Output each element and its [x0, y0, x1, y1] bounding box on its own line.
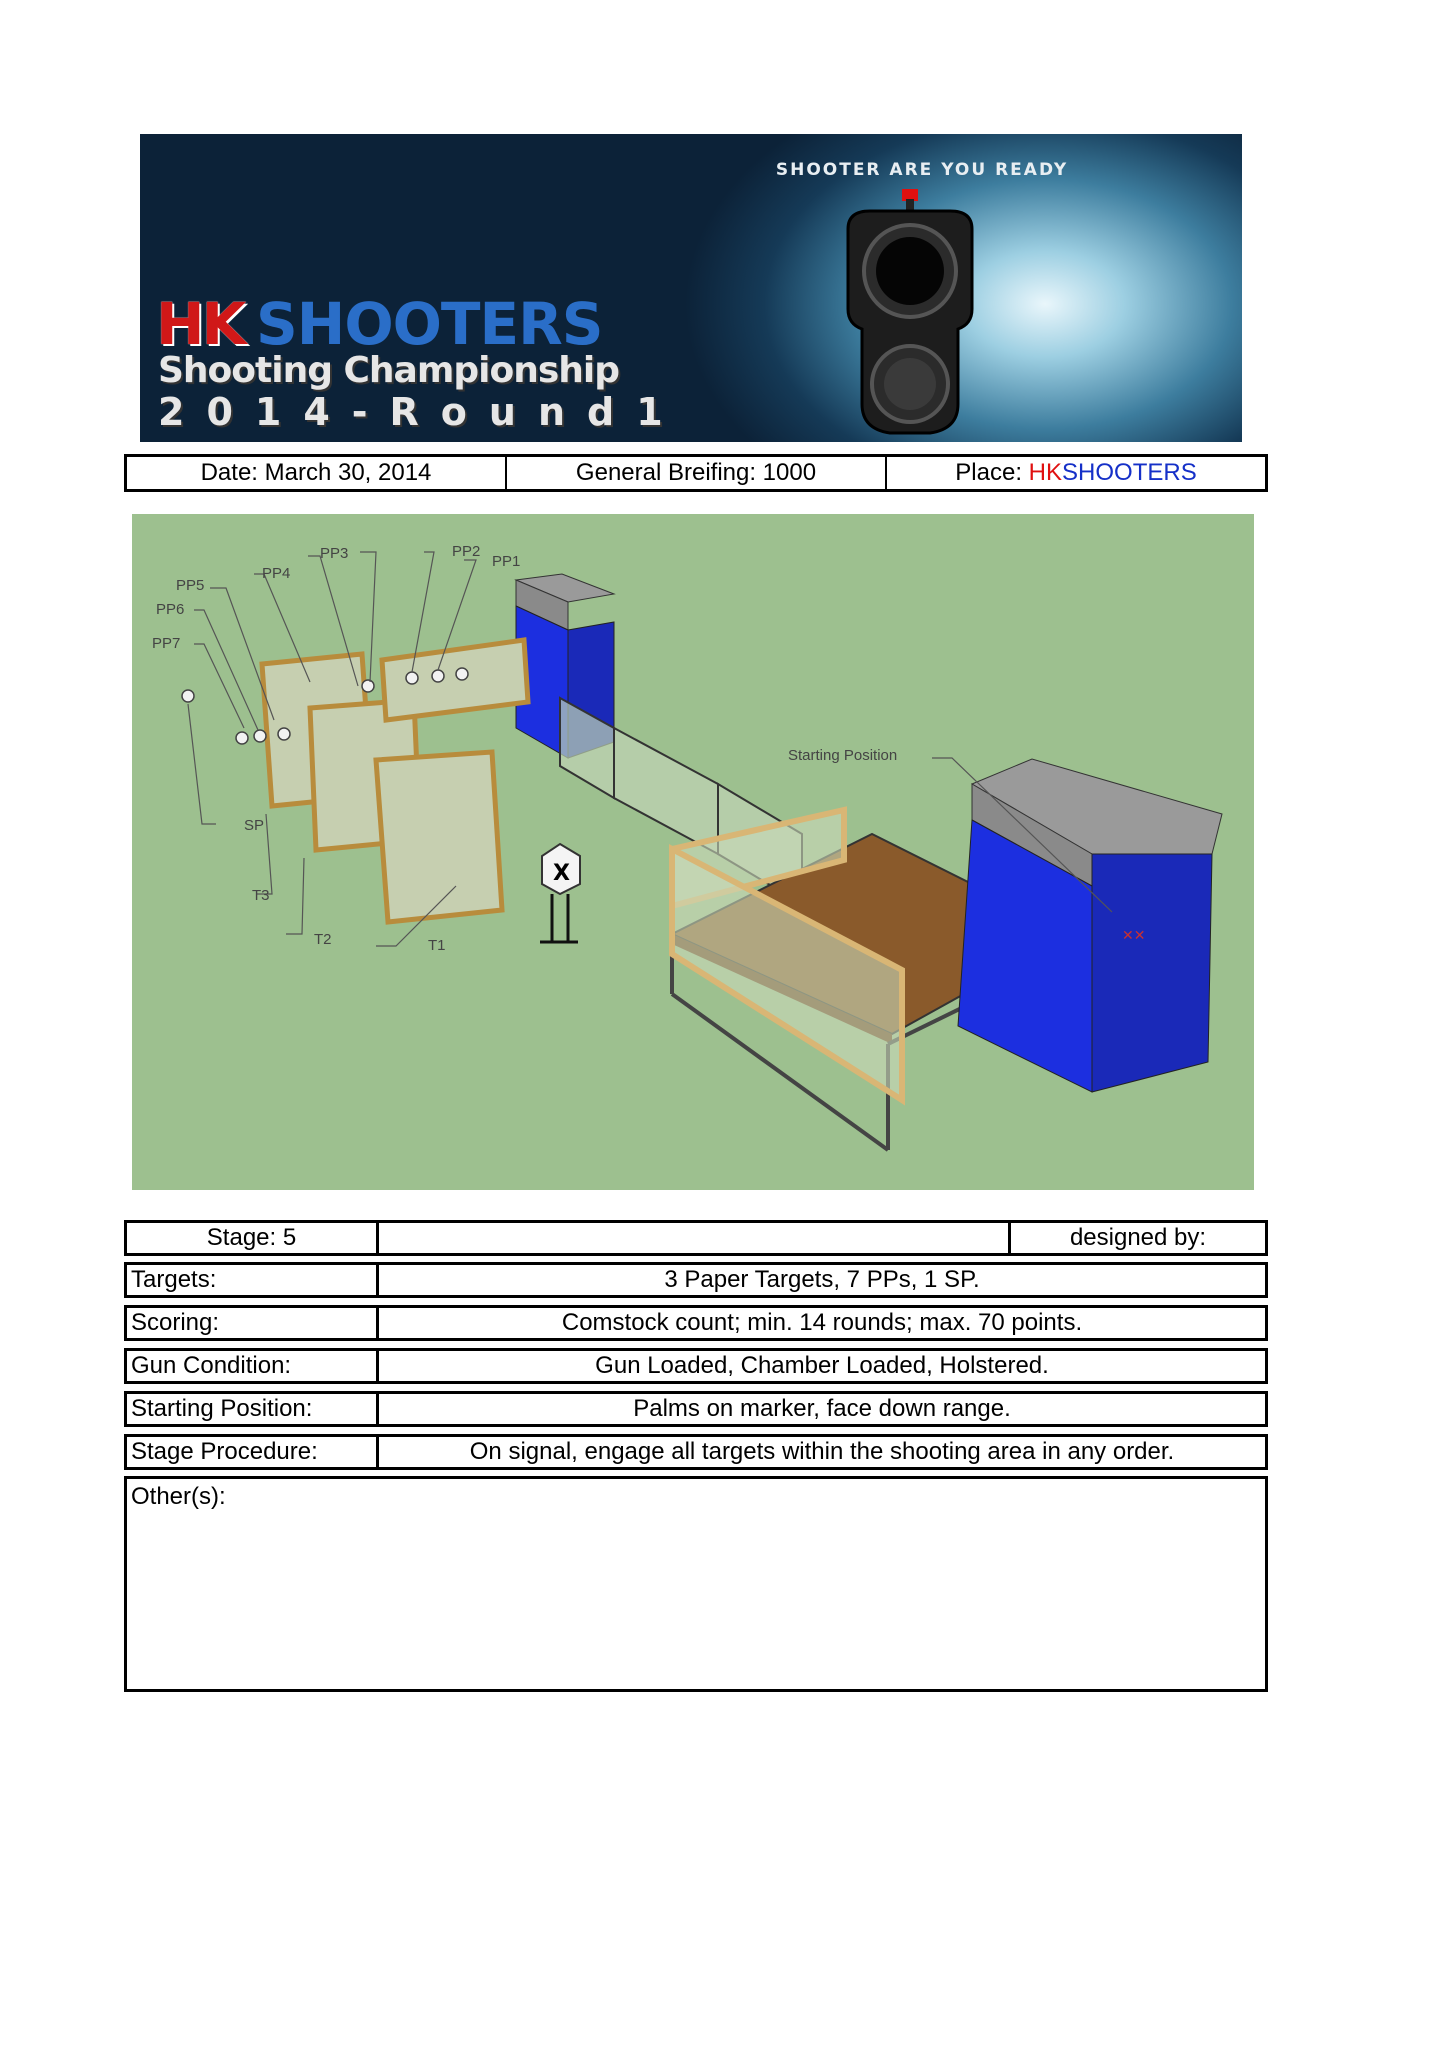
event-info-row	[124, 454, 1268, 492]
stage-diagram	[132, 514, 1254, 1190]
row-value: 3 Paper Targets, 7 PPs, 1 SP.	[664, 1266, 980, 1293]
row-value: Comstock count; min. 14 rounds; max. 70 points.	[561, 1309, 1083, 1336]
place-hk: HK	[1028, 459, 1063, 486]
logo-hk: HK	[156, 290, 244, 358]
banner-round: 2014-Round1	[158, 390, 685, 434]
stage-row-gun-condition	[124, 1348, 1268, 1384]
paper-targets	[262, 640, 528, 922]
row-key: Starting Position:	[127, 1394, 379, 1424]
stage-row-scoring	[124, 1305, 1268, 1341]
label-t2: T2	[314, 931, 332, 948]
label-sp: SP	[244, 817, 265, 834]
target-t1	[540, 844, 580, 942]
label-pp4: PP4	[262, 565, 291, 582]
row-value: Palms on marker, face down range.	[633, 1395, 1011, 1422]
designed-by-label: designed by:	[1069, 1224, 1207, 1251]
others-box	[124, 1476, 1268, 1692]
event-place	[887, 457, 1265, 489]
row-value: On signal, engage all targets within the shooting area in any order.	[469, 1438, 1175, 1465]
others-label: Other(s):	[131, 1483, 226, 1510]
starting-position-box	[958, 759, 1222, 1092]
label-pp1: PP1	[492, 553, 521, 570]
pistol-muzzle-icon	[830, 189, 990, 439]
label-t3: T3	[252, 887, 270, 904]
stage-number: Stage: 5	[127, 1223, 379, 1253]
row-key: Targets:	[127, 1265, 379, 1295]
stage-header-row	[124, 1220, 1268, 1256]
place-shooters: SHOOTERS	[1062, 459, 1197, 486]
header-banner	[140, 134, 1242, 442]
svg-text:X: X	[553, 861, 570, 886]
banner-tagline: SHOOTER ARE YOU READY	[775, 160, 1069, 180]
svg-text:✕✕: ✕✕	[1122, 928, 1146, 944]
row-key: Stage Procedure:	[127, 1437, 379, 1467]
place-label: Place:	[955, 459, 1029, 486]
label-pp3: PP3	[320, 545, 349, 562]
stage-row-targets	[124, 1262, 1268, 1298]
label-pp7: PP7	[152, 635, 181, 652]
label-pp2: PP2	[452, 543, 481, 560]
label-t1: T1	[428, 937, 446, 954]
stage-row-starting-position	[124, 1391, 1268, 1427]
row-value: Gun Loaded, Chamber Loaded, Holstered.	[595, 1352, 1049, 1379]
label-pp6: PP6	[156, 601, 185, 618]
event-date: Date: March 30, 2014	[127, 457, 507, 489]
label-starting-position: Starting Position	[788, 747, 898, 764]
general-briefing: General Breifing: 1000	[507, 457, 887, 489]
stage-name-cell	[379, 1223, 1011, 1253]
row-key: Gun Condition:	[127, 1351, 379, 1381]
label-pp5: PP5	[176, 577, 205, 594]
stage-row-procedure	[124, 1434, 1268, 1470]
banner-subtitle: Shooting Championship	[158, 350, 619, 391]
row-key: Scoring:	[127, 1308, 379, 1338]
logo-shooters: SHOOTERS	[256, 290, 603, 358]
